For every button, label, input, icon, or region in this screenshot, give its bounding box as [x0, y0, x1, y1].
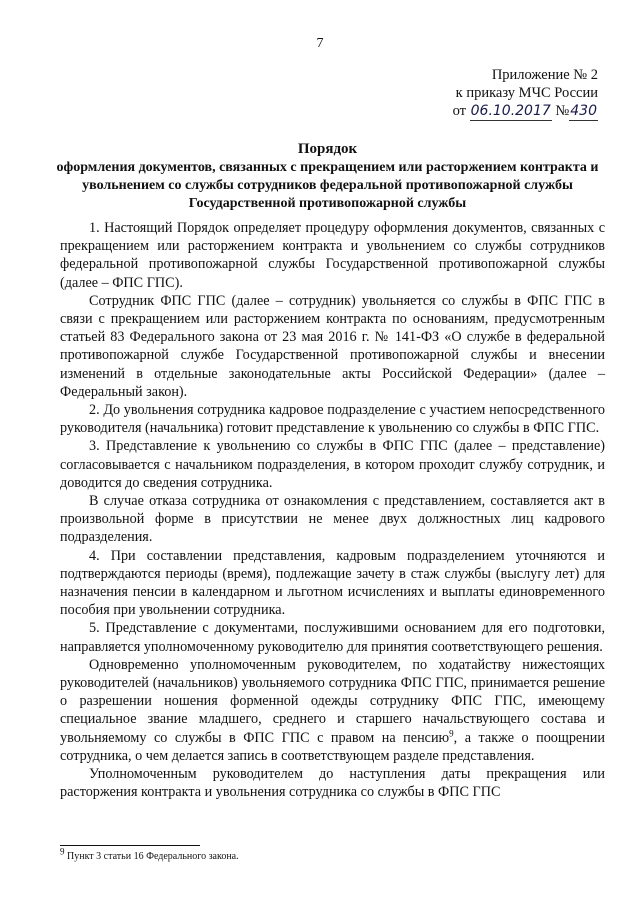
paragraph-9: Уполномоченным руководителем до наступления даты прекращения или расторжения контракта и увольнения сотрудника со службы в ФПС ГПС — [60, 766, 605, 801]
footnote-ref: 9 — [449, 727, 454, 738]
paragraph-1: 1. Настоящий Порядок определяет процедуру оформления документов, связанных с прекращением или расторжением контракта и увольнением со службы сотрудников федеральной противопожарной службы Государственной противопожарной службы (далее – ФПС ГПС). — [60, 220, 605, 291]
paragraph-8-tail: , а также о поощрении сотрудника, о чем делается запись в соответствующем разделе представления. — [60, 729, 605, 764]
from-label: от — [452, 103, 466, 119]
appendix-title: Приложение № 2 — [491, 67, 598, 83]
document-title: Порядок — [297, 141, 358, 157]
footnote-mark: 9 — [60, 846, 65, 857]
appendix-order-ref: к приказу МЧС России — [455, 85, 598, 101]
number-label: № — [555, 103, 570, 119]
paragraph-2: Сотрудник ФПС ГПС (далее – сотрудник) увольняется со службы в ФПС ГПС в связи с прекращением или расторжением контракта по основаниям, предусмотренным статьей 83 Федерального закона от 23 мая 2016 г. № 141-ФЗ «О службе в федеральной противопожарной службе Государственной противопожарной службы и внесении изменений в отдельные законодательные акты Российской Федерации» (далее – Федеральный закон). — [60, 292, 605, 400]
handwritten-number: 430 — [570, 103, 597, 119]
paragraph-3: 2. До увольнения сотрудника кадровое подразделение с участием непосредственного руководителя (начальника) готовит представление к увольнению со службы в ФПС ГПС. — [60, 402, 605, 437]
paragraph-7: 5. Представление с документами, послужившими основанием для его подготовки, направляется уполномоченному руководителю для принятия соответствующего решения. — [60, 620, 605, 655]
paragraph-8 — [60, 656, 605, 765]
document-body — [60, 219, 605, 802]
paragraph-4: 3. Представление к увольнению со службы в ФПС ГПС (далее – представление) согласовывается с начальником подразделения, в котором проходит службу сотрудник, и доводится до сведения сотрудника. — [60, 438, 605, 491]
paragraph-6: 4. При составлении представления, кадровым подразделением уточняются и подтверждаются периоды (время), подлежащие зачету в стаж службы (выслугу лет) для назначения пенсии в календарном и льготном исчислениях и выплаты единовременного пособия при увольнении сотрудника. — [60, 547, 605, 619]
footnote-text: Пункт 3 статьи 16 Федерального закона. — [64, 851, 239, 862]
appendix-block — [398, 66, 598, 121]
paragraph-5: В случае отказа сотрудника от ознакомления с представлением, составляется акт в произвольной форме в присутствии не менее двух должностных лиц кадрового подразделения. — [60, 493, 605, 546]
page-number: 7 — [316, 36, 324, 51]
paragraph-8-text: Одновременно уполномоченным руководителем, по ходатайству нижестоящих руководителей (начальников) увольняемого сотрудника ФПС ГПС, принимается решение о разрешении ношения форменной одежды сотруднику ФПС ГПС, имеющему специальное звание младшего, среднего и старшего начальствующего состава и увольняемому со службы в ФПС ГПС с правом на пенсию — [60, 656, 605, 746]
footnote — [60, 846, 239, 862]
handwritten-date: 06.10.2017 — [470, 103, 551, 119]
document-subtitle: оформления документов, связанных с прекращением или расторжением контракта и увольнением со службы сотрудников федеральной противопожарной службы Государственной противопожарной службы — [56, 160, 599, 211]
appendix-date-line — [398, 102, 598, 121]
footnote-divider — [60, 845, 200, 846]
